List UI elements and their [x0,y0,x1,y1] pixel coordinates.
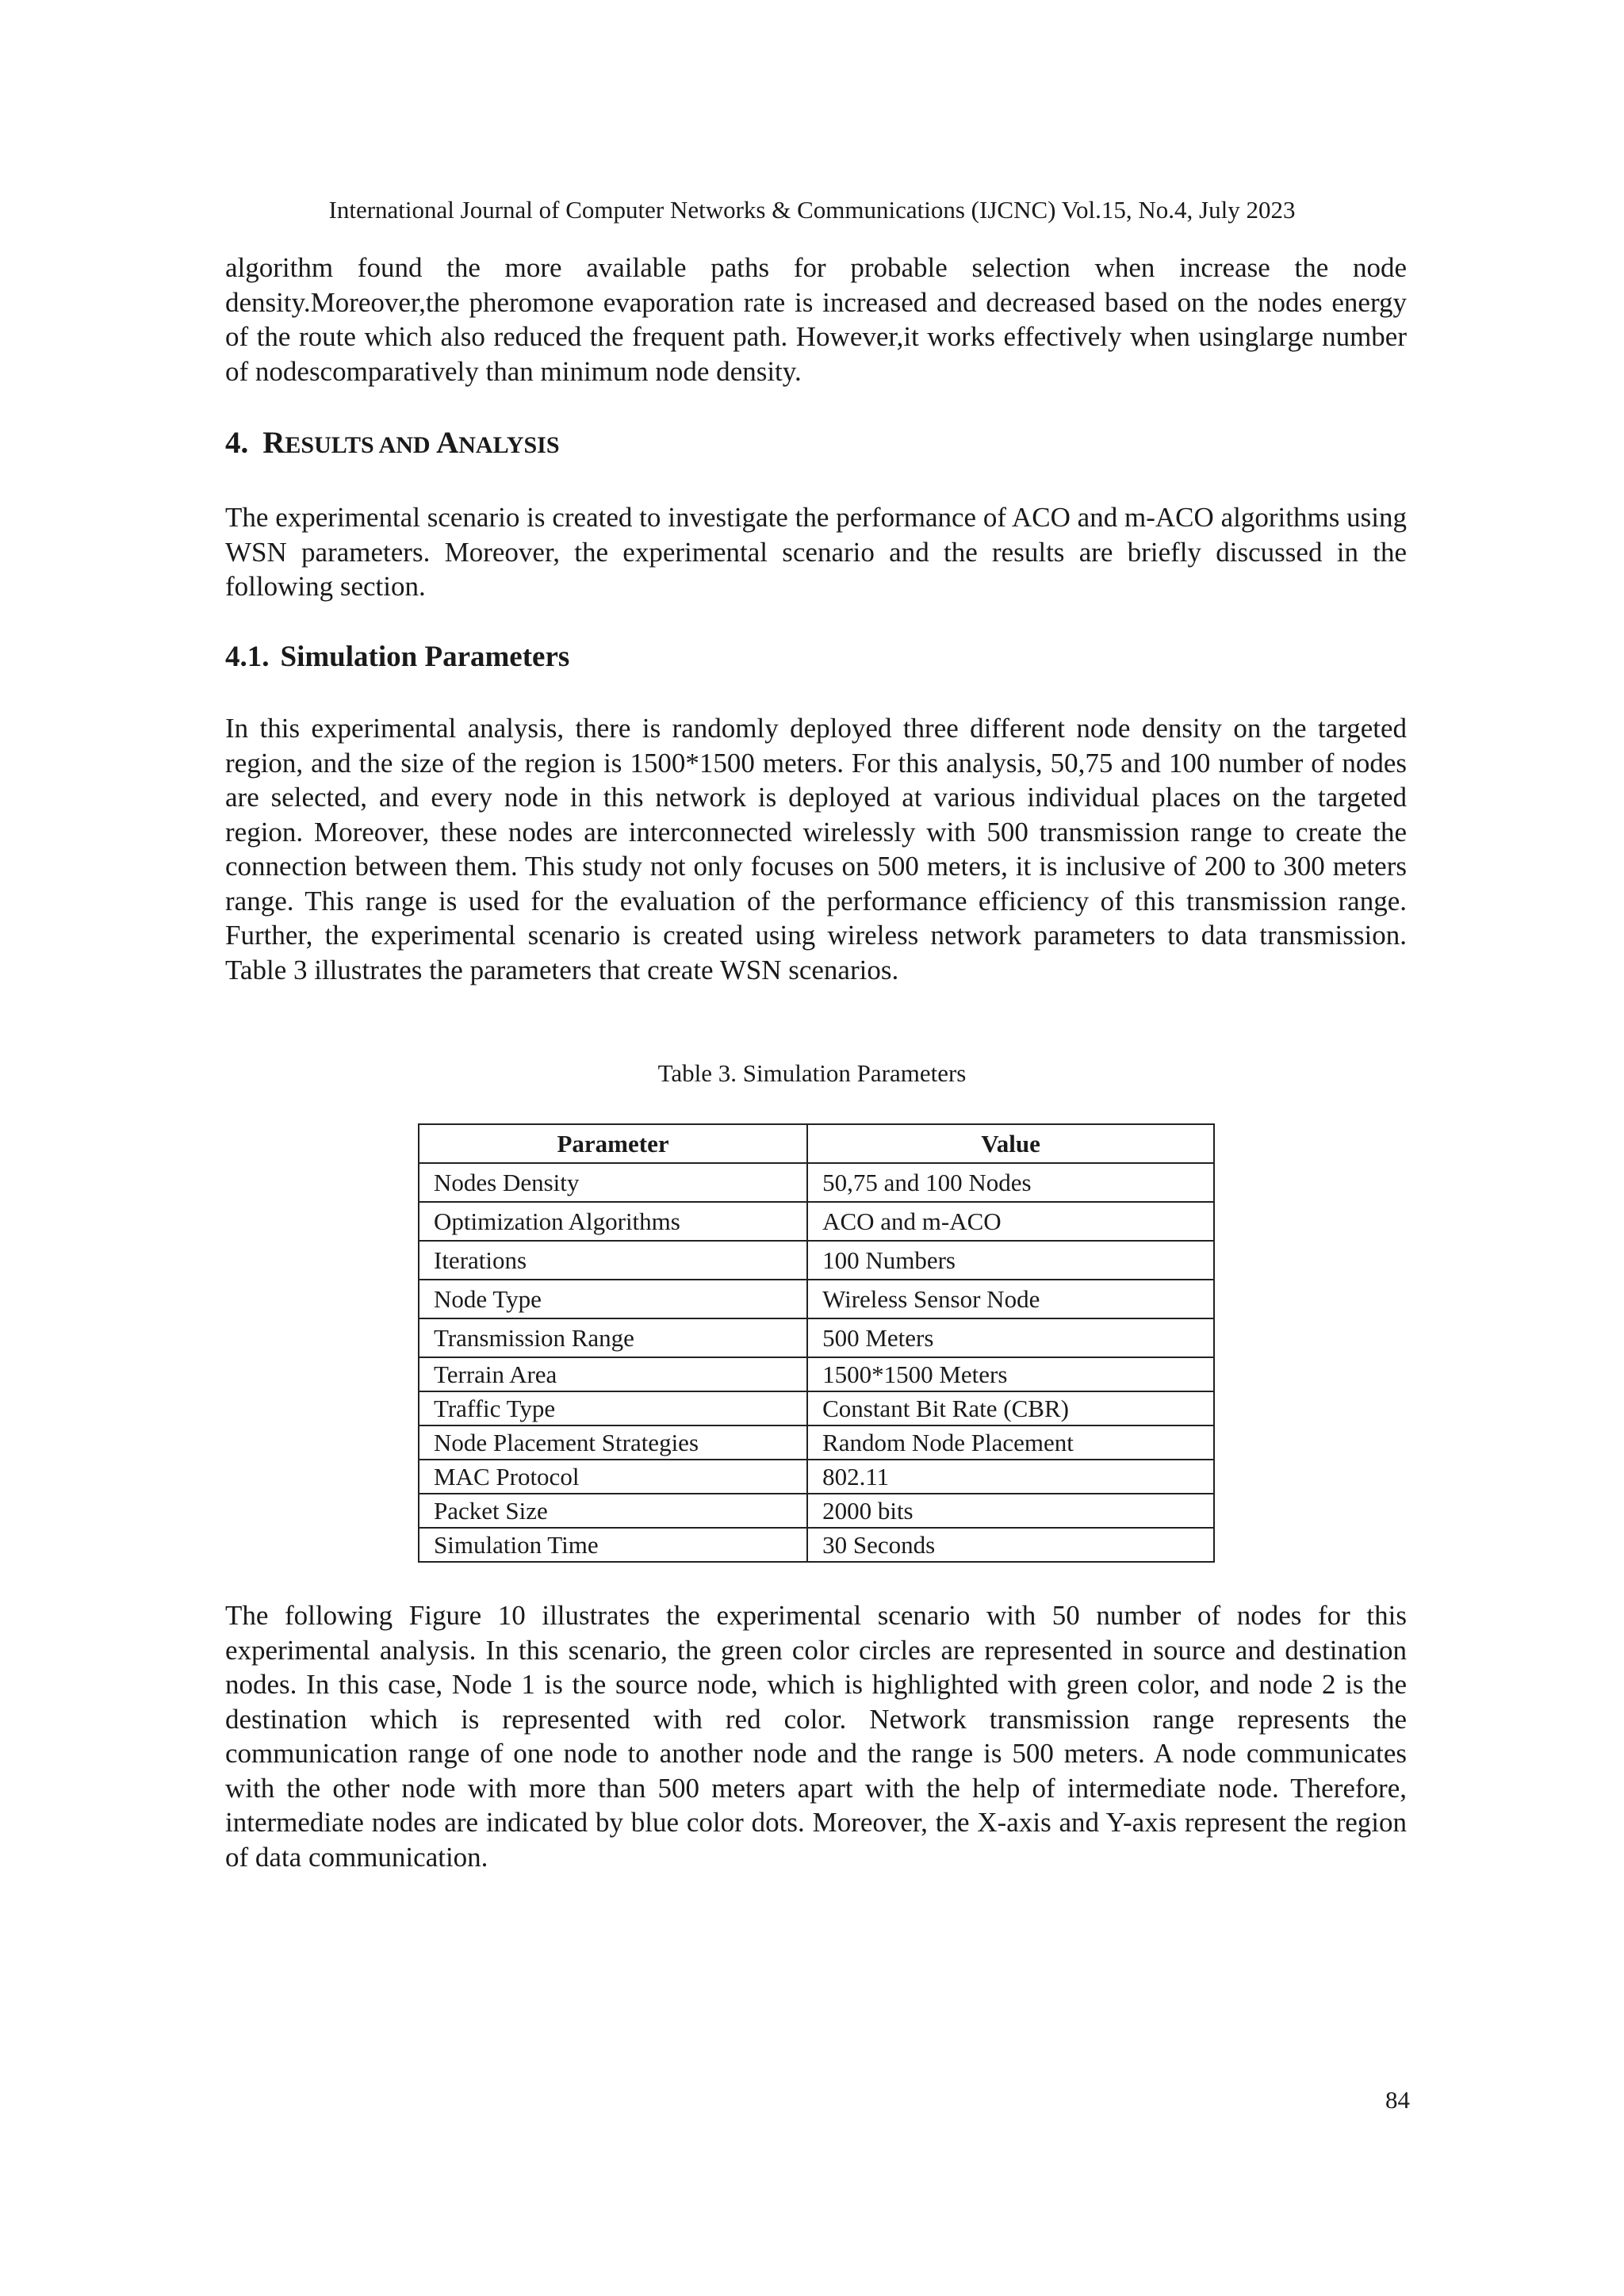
parameter-cell: Packet Size [419,1494,807,1528]
parameter-cell: Optimization Algorithms [419,1202,807,1241]
table-row [419,1460,1214,1494]
table-row [419,1391,1214,1425]
section-heading [225,424,560,465]
parameter-cell: Terrain Area [419,1357,807,1391]
simulation-parameters-table [418,1123,1215,1563]
parameter-cell: MAC Protocol [419,1460,807,1494]
subsection-paragraph: In this experimental analysis, there is randomly deployed three different node density on the targeted region, and the size of the region is 1500*1500 meters. For this analysis, 50,75 and 100 number of nodes are selected, and every node in this network is deployed at various individual places on the targeted region. Moreover, these nodes are interconnected wirelessly with 500 transmission range to create the connection between them. This study not only focuses on 500 meters, it is inclusive of 200 to 300 meters range. This range is used for the evaluation of the performance efficiency of this transmission range. Further, the experimental scenario is created using wireless network parameters to data transmission. Table 3 illustrates the parameters that create WSN scenarios. [225,713,1407,985]
table-row [419,1241,1214,1280]
page-number: 84 [1385,2086,1410,2114]
value-cell: 500 Meters [807,1318,1214,1357]
table-row [419,1318,1214,1357]
value-cell: 2000 bits [807,1494,1214,1528]
column-header-parameter: Parameter [419,1124,807,1163]
parameter-cell: Transmission Range [419,1318,807,1357]
subsection-heading [225,639,569,675]
value-cell: Wireless Sensor Node [807,1280,1214,1318]
section-title-initial: R [262,426,285,460]
closing-paragraph: The following Figure 10 illustrates the experimental scenario with 50 number of nodes for this experimental analysis. In this scenario, the green color circles are represented in source and destination nodes. In this case, Node 1 is the source node, which is highlighted with green color, and node 2 is the destination which is represented with red color. Network transmission range represents the communication range of one node to another node and the range is 500 meters. A node communicates with the other node with more than 500 meters apart with the help of intermediate node. Therefore, intermediate nodes are indicated by blue color dots. Moreover, the X-axis and Y-axis represent the region of data communication. [225,1600,1407,1873]
section-number: 4. [225,426,249,460]
parameter-cell: Traffic Type [419,1391,807,1425]
table-header-row [419,1124,1214,1163]
subsection-number: 4.1. [225,641,270,673]
table-row [419,1494,1214,1528]
table-row [419,1202,1214,1241]
value-cell: 50,75 and 100 Nodes [807,1163,1214,1202]
value-cell: 30 Seconds [807,1528,1214,1562]
parameter-cell: Nodes Density [419,1163,807,1202]
parameter-cell: Node Type [419,1280,807,1318]
table-caption: Table 3. Simulation Parameters [657,1059,967,1087]
running-header: International Journal of Computer Networks & Communications (IJCNC) Vol.15, No.4, July 2023 [328,196,1296,224]
value-cell: 802.11 [807,1460,1214,1494]
section-title-part: NALYSIS [458,432,560,458]
table-row [419,1357,1214,1391]
column-header-value: Value [807,1124,1214,1163]
section-paragraph: The experimental scenario is created to investigate the performance of ACO and m-ACO algorithms using WSN parameters. Moreover, the experimental scenario and the results are briefly discussed in the following section. [225,502,1407,602]
table-row [419,1425,1214,1460]
parameter-cell: Simulation Time [419,1528,807,1562]
parameter-cell: Node Placement Strategies [419,1425,807,1460]
value-cell: 1500*1500 Meters [807,1357,1214,1391]
value-cell: ACO and m-ACO [807,1202,1214,1241]
parameter-cell: Iterations [419,1241,807,1280]
intro-paragraph: algorithm found the more available paths for probable selection when increase the node density.Moreover,the pheromone evaporation rate is increased and decreased based on the nodes energy of the route which also reduced the frequent path. However,it works effectively when usinglarge number of nodescomparatively than minimum node density. [225,252,1407,387]
subsection-title: Simulation Parameters [280,641,570,673]
table-row [419,1528,1214,1562]
value-cell: 100 Numbers [807,1241,1214,1280]
table-row [419,1280,1214,1318]
value-cell: Constant Bit Rate (CBR) [807,1391,1214,1425]
section-title-initial: A [436,426,459,460]
section-title-part: ESULTS AND [285,432,437,458]
value-cell: Random Node Placement [807,1425,1214,1460]
table-row [419,1163,1214,1202]
